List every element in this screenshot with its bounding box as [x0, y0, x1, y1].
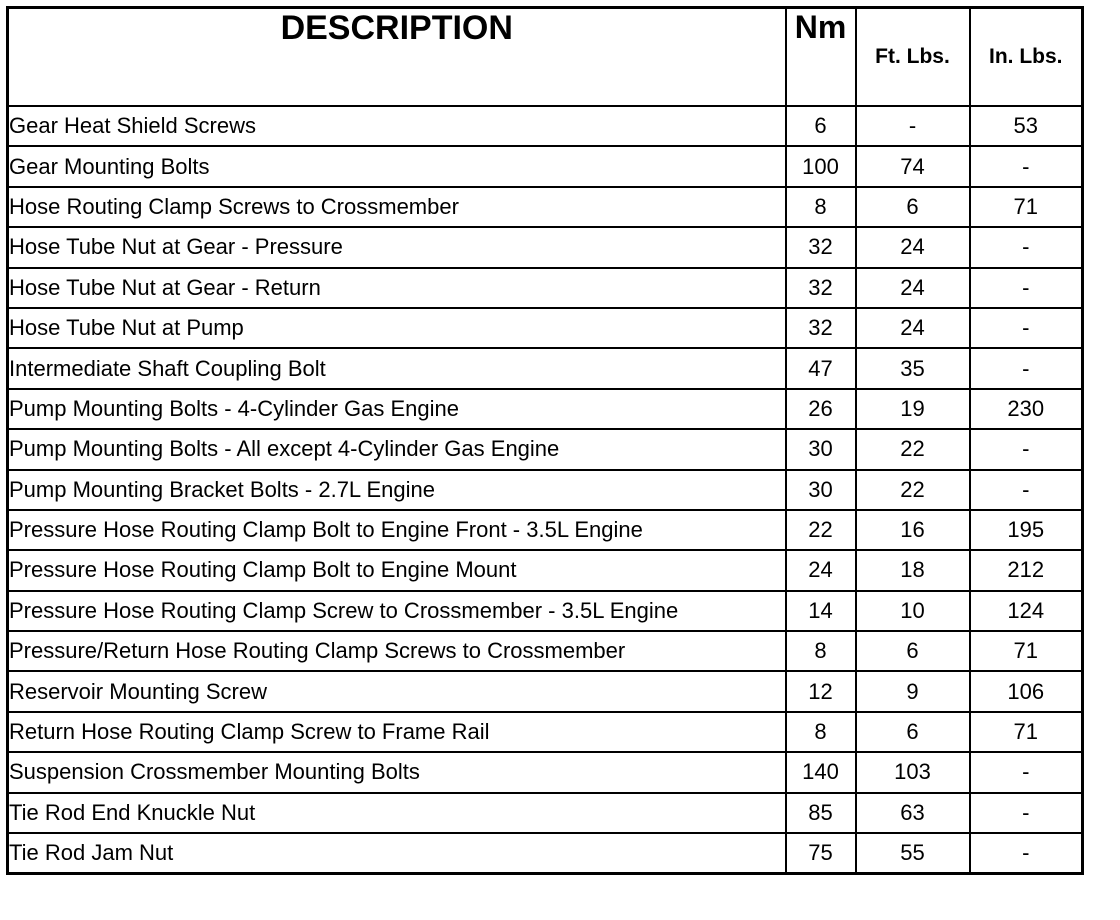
ft-lbs-cell: 103	[856, 752, 970, 792]
description-cell: Pump Mounting Bracket Bolts - 2.7L Engine	[8, 470, 786, 510]
in-lbs-cell: -	[970, 429, 1083, 469]
description-cell: Return Hose Routing Clamp Screw to Frame Rail	[8, 712, 786, 752]
in-lbs-cell: 71	[970, 631, 1083, 671]
ft-lbs-cell: 74	[856, 146, 970, 186]
ft-lbs-cell: 22	[856, 429, 970, 469]
nm-cell: 12	[786, 671, 856, 711]
table-row	[8, 793, 1083, 833]
header-row	[8, 8, 1083, 107]
nm-cell: 26	[786, 389, 856, 429]
description-cell: Intermediate Shaft Coupling Bolt	[8, 348, 786, 388]
nm-cell: 22	[786, 510, 856, 550]
in-lbs-cell: 212	[970, 550, 1083, 590]
nm-cell: 14	[786, 591, 856, 631]
nm-cell: 30	[786, 429, 856, 469]
table-row	[8, 752, 1083, 792]
nm-cell: 140	[786, 752, 856, 792]
description-cell: Tie Rod Jam Nut	[8, 833, 786, 874]
description-cell: Hose Tube Nut at Gear - Return	[8, 268, 786, 308]
torque-spec-table	[6, 6, 1084, 875]
table-row	[8, 348, 1083, 388]
nm-cell: 30	[786, 470, 856, 510]
description-cell: Pressure Hose Routing Clamp Bolt to Engine Mount	[8, 550, 786, 590]
in-lbs-cell: 106	[970, 671, 1083, 711]
description-cell: Gear Mounting Bolts	[8, 146, 786, 186]
ft-lbs-cell: 10	[856, 591, 970, 631]
table-row	[8, 631, 1083, 671]
nm-cell: 32	[786, 308, 856, 348]
in-lbs-cell: -	[970, 833, 1083, 874]
table-row	[8, 550, 1083, 590]
header-nm: Nm	[786, 8, 856, 107]
nm-cell: 6	[786, 106, 856, 146]
ft-lbs-cell: 55	[856, 833, 970, 874]
table-row	[8, 187, 1083, 227]
table-row	[8, 308, 1083, 348]
description-cell: Gear Heat Shield Screws	[8, 106, 786, 146]
in-lbs-cell: -	[970, 146, 1083, 186]
table-row	[8, 712, 1083, 752]
ft-lbs-cell: 19	[856, 389, 970, 429]
table-body	[8, 106, 1083, 874]
description-cell: Pump Mounting Bolts - 4-Cylinder Gas Engine	[8, 389, 786, 429]
in-lbs-cell: 230	[970, 389, 1083, 429]
ft-lbs-cell: 35	[856, 348, 970, 388]
ft-lbs-cell: 24	[856, 227, 970, 267]
header-description: DESCRIPTION	[8, 8, 786, 107]
description-cell: Hose Tube Nut at Gear - Pressure	[8, 227, 786, 267]
table-row	[8, 833, 1083, 874]
description-cell: Reservoir Mounting Screw	[8, 671, 786, 711]
in-lbs-cell: -	[970, 348, 1083, 388]
table-row	[8, 227, 1083, 267]
in-lbs-cell: -	[970, 470, 1083, 510]
description-cell: Pump Mounting Bolts - All except 4-Cylinder Gas Engine	[8, 429, 786, 469]
ft-lbs-cell: 6	[856, 631, 970, 671]
in-lbs-cell: -	[970, 308, 1083, 348]
in-lbs-cell: 71	[970, 712, 1083, 752]
description-cell: Hose Routing Clamp Screws to Crossmember	[8, 187, 786, 227]
description-cell: Suspension Crossmember Mounting Bolts	[8, 752, 786, 792]
table-row	[8, 429, 1083, 469]
nm-cell: 47	[786, 348, 856, 388]
ft-lbs-cell: 9	[856, 671, 970, 711]
in-lbs-cell: 71	[970, 187, 1083, 227]
nm-cell: 8	[786, 187, 856, 227]
in-lbs-cell: -	[970, 752, 1083, 792]
table-row	[8, 146, 1083, 186]
nm-cell: 100	[786, 146, 856, 186]
nm-cell: 85	[786, 793, 856, 833]
ft-lbs-cell: 63	[856, 793, 970, 833]
in-lbs-cell: 195	[970, 510, 1083, 550]
ft-lbs-cell: 24	[856, 268, 970, 308]
table-row	[8, 591, 1083, 631]
ft-lbs-cell: -	[856, 106, 970, 146]
nm-cell: 75	[786, 833, 856, 874]
header-in-lbs: In. Lbs.	[970, 8, 1083, 107]
table-row	[8, 389, 1083, 429]
table-row	[8, 671, 1083, 711]
ft-lbs-cell: 6	[856, 187, 970, 227]
description-cell: Tie Rod End Knuckle Nut	[8, 793, 786, 833]
torque-spec-table-container	[6, 6, 1084, 875]
in-lbs-cell: -	[970, 227, 1083, 267]
description-cell: Hose Tube Nut at Pump	[8, 308, 786, 348]
nm-cell: 8	[786, 631, 856, 671]
in-lbs-cell: 53	[970, 106, 1083, 146]
nm-cell: 8	[786, 712, 856, 752]
table-row	[8, 106, 1083, 146]
ft-lbs-cell: 24	[856, 308, 970, 348]
table-row	[8, 510, 1083, 550]
header-ft-lbs: Ft. Lbs.	[856, 8, 970, 107]
description-cell: Pressure/Return Hose Routing Clamp Screws to Crossmember	[8, 631, 786, 671]
nm-cell: 24	[786, 550, 856, 590]
description-cell: Pressure Hose Routing Clamp Screw to Crossmember - 3.5L Engine	[8, 591, 786, 631]
in-lbs-cell: -	[970, 268, 1083, 308]
table-row	[8, 268, 1083, 308]
in-lbs-cell: -	[970, 793, 1083, 833]
ft-lbs-cell: 18	[856, 550, 970, 590]
ft-lbs-cell: 6	[856, 712, 970, 752]
in-lbs-cell: 124	[970, 591, 1083, 631]
table-row	[8, 470, 1083, 510]
ft-lbs-cell: 16	[856, 510, 970, 550]
description-cell: Pressure Hose Routing Clamp Bolt to Engine Front - 3.5L Engine	[8, 510, 786, 550]
ft-lbs-cell: 22	[856, 470, 970, 510]
nm-cell: 32	[786, 227, 856, 267]
nm-cell: 32	[786, 268, 856, 308]
